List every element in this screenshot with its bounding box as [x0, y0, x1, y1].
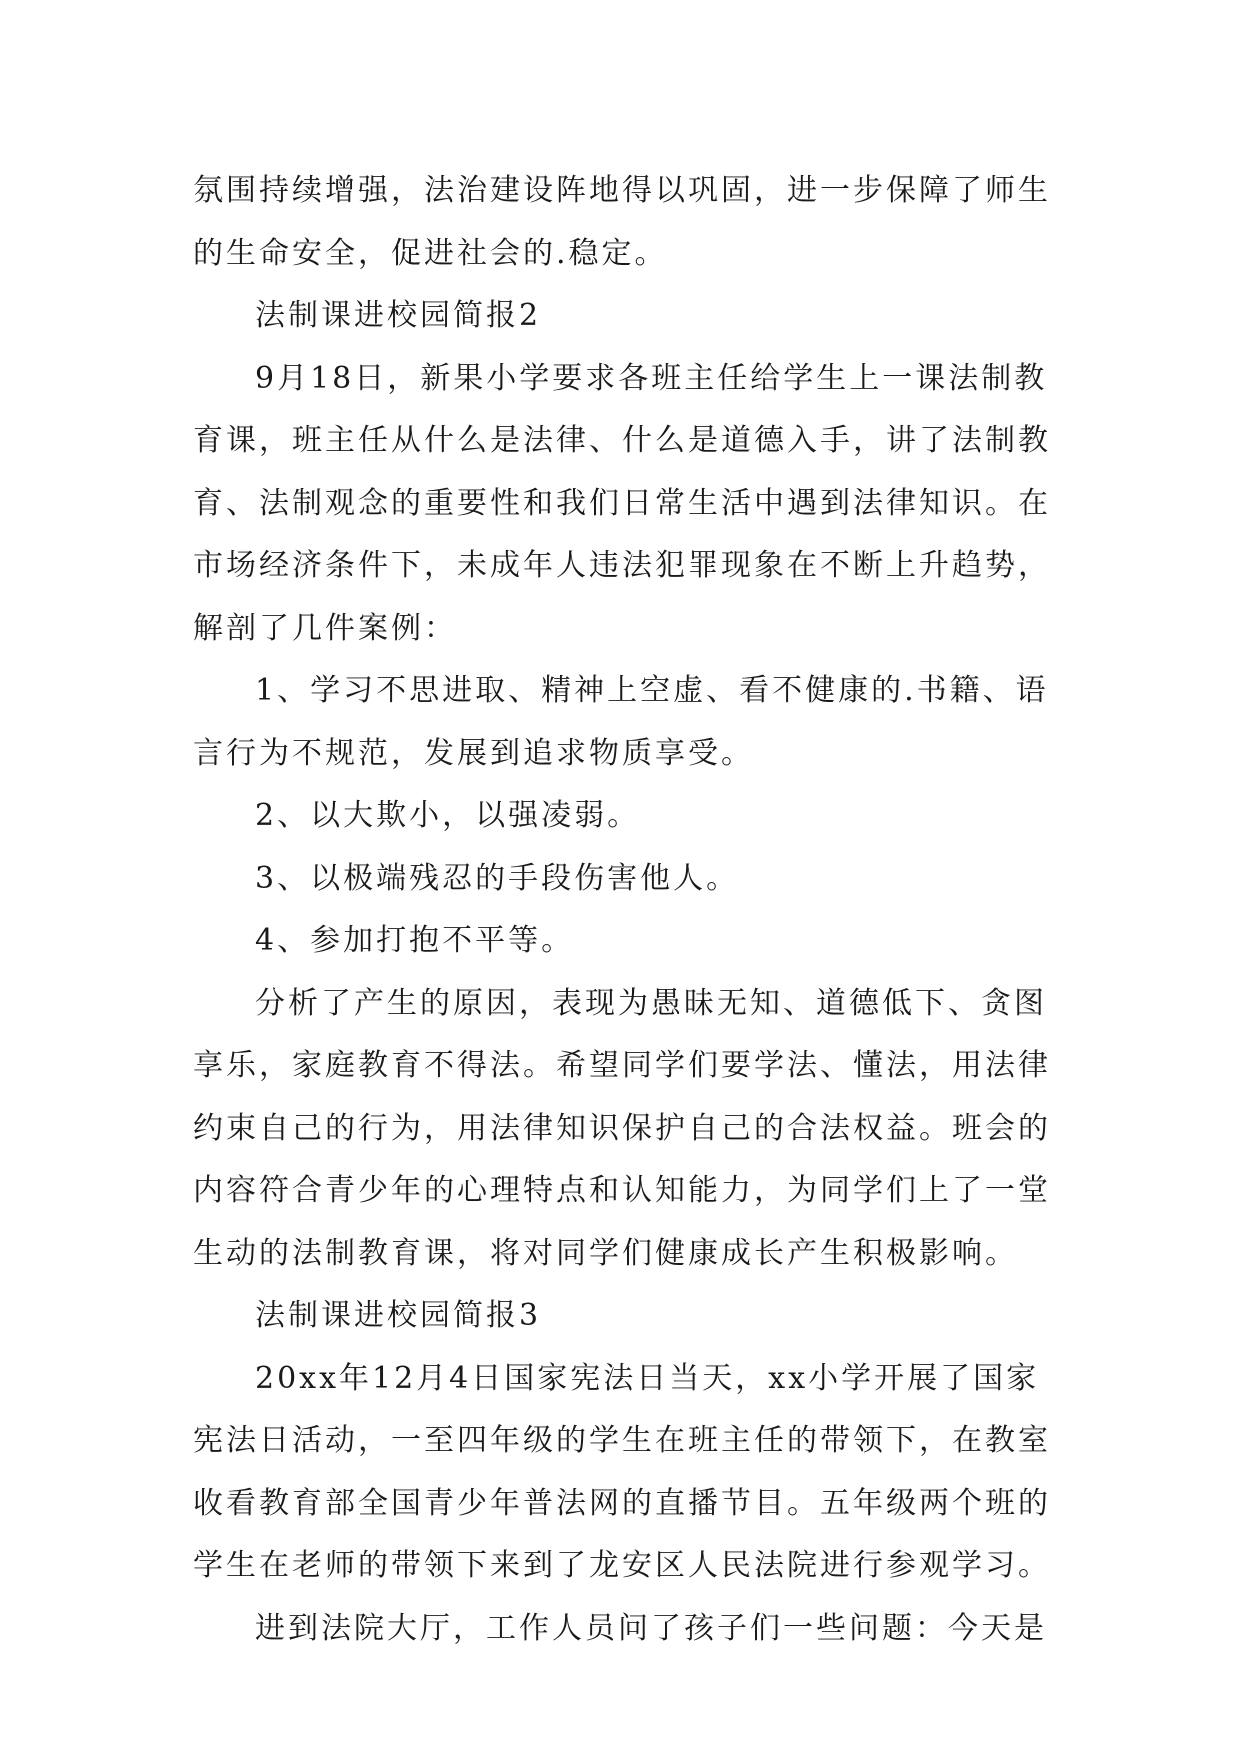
text-line: 宪法日活动，一至四年级的学生在班主任的带领下，在教室 — [193, 1423, 1051, 1458]
text-line: 氛围持续增强，法治建设阵地得以巩固，进一步保障了师生 — [193, 173, 1051, 208]
text-line: 言行为不规范，发展到追求物质享受。 — [193, 735, 754, 771]
text-line: 收看教育部全国青少年普法网的直播节目。五年级两个班的 — [193, 1485, 1051, 1521]
text-line: 3、以极端残忍的手段伤害他人。 — [255, 860, 740, 896]
text-line: 法制课进校园简报3 — [255, 1298, 542, 1333]
text-line: 内容符合青少年的心理特点和认知能力，为同学们上了一堂 — [193, 1173, 1051, 1208]
text-line: 育课，班主任从什么是法律、什么是道德入手，讲了法制教 — [193, 423, 1051, 458]
text-line: 1、学习不思进取、精神上空虚、看不健康的.书籍、语 — [255, 673, 1049, 708]
text-line: 4、参加打抱不平等。 — [255, 923, 575, 958]
text-line: 学生在老师的带领下来到了龙安区人民法院进行参观学习。 — [193, 1548, 1051, 1583]
text-line: 法制课进校园简报2 — [255, 298, 542, 333]
text-line: 享乐，家庭教育不得法。希望同学们要学法、懂法，用法律 — [193, 1048, 1051, 1083]
text-line: 2、以大欺小，以强凌弱。 — [255, 798, 641, 833]
document-body — [193, 160, 1053, 1660]
text-line: 的生命安全，促进社会的.稳定。 — [193, 235, 668, 271]
text-line: 约束自己的行为，用法律知识保护自己的合法权益。班会的 — [193, 1110, 1051, 1146]
text-line: 分析了产生的原因，表现为愚昧无知、道德低下、贪图 — [255, 985, 1047, 1021]
text-line: 育、法制观念的重要性和我们日常生活中遇到法律知识。在 — [193, 485, 1051, 521]
text-line: 生动的法制教育课，将对同学们健康成长产生积极影响。 — [193, 1235, 1018, 1271]
text-line: 市场经济条件下，未成年人违法犯罪现象在不断上升趋势， — [193, 548, 1051, 583]
text-line: 9月18日，新果小学要求各班主任给学生上一课法制教 — [255, 360, 1048, 396]
text-line: 解剖了几件案例： — [193, 610, 457, 646]
text-line: 20xx年12月4日国家宪法日当天，xx小学开展了国家 — [255, 1360, 1040, 1396]
text-line: 进到法院大厅，工作人员问了孩子们一些问题：今天是 — [255, 1610, 1047, 1646]
